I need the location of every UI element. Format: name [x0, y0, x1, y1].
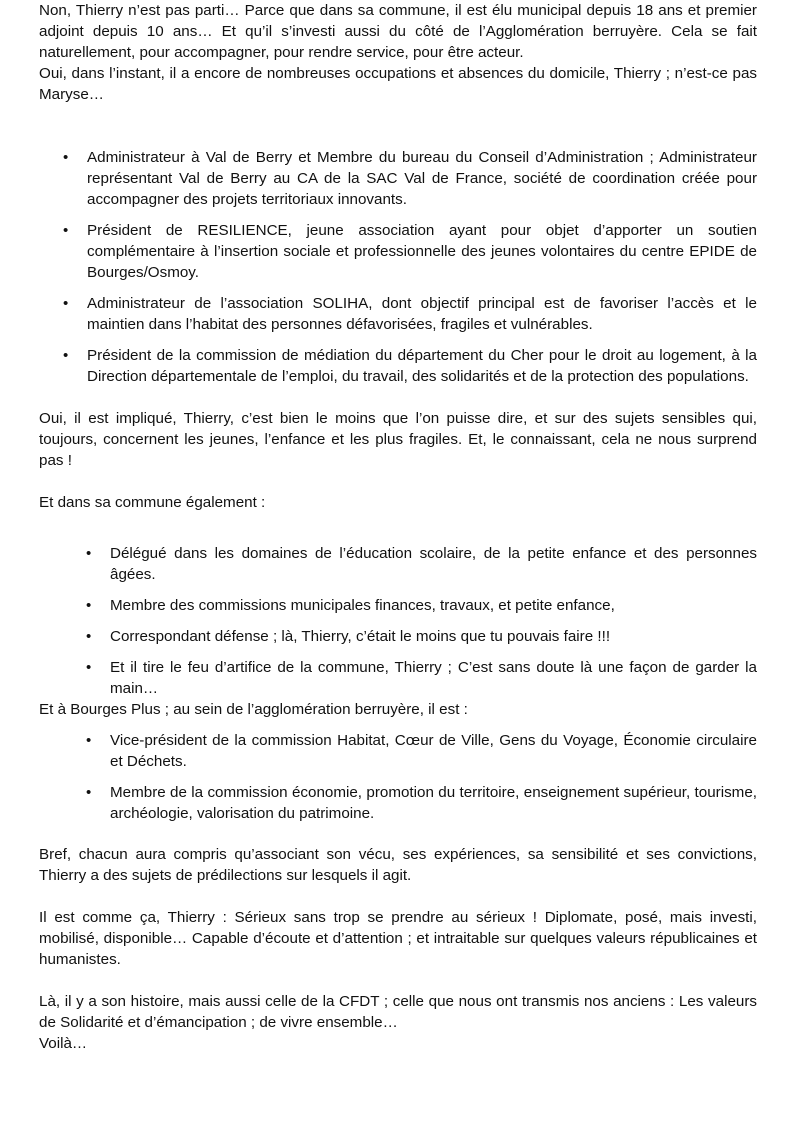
- list-item-text: Et il tire le feu d’artifice de la commune, Thierry ; C’est sans doute là une façon de garder la main…: [110, 659, 757, 697]
- list-item-text: Vice-président de la commission Habitat, Cœur de Ville, Gens du Voyage, Économie circulaire et Déchets.: [110, 732, 757, 770]
- histoire-paragraph: Là, il y a son histoire, mais aussi celle de la CFDT ; celle que nous ont transmis nos anciens : Les valeurs de Solidarité et d’émancipation ; de vivre ensemble…: [39, 993, 757, 1031]
- spacer: [39, 970, 757, 991]
- list-item-text: Administrateur à Val de Berry et Membre du bureau du Conseil d’Administration ; Administrateur représentant Val de Berry au CA de la SAC Val de France, société de coordination créée pour accompagner des projets territoriaux innovants.: [87, 149, 757, 208]
- spacer: [39, 534, 757, 543]
- bullet-icon: •: [86, 545, 92, 562]
- list-item: [39, 147, 757, 210]
- list-item: [39, 730, 757, 772]
- list-item: [39, 345, 757, 387]
- closing-line: Voilà…: [39, 1035, 88, 1052]
- bourges-list: [39, 730, 757, 824]
- bullet-icon: •: [86, 659, 92, 676]
- list-item: [39, 220, 757, 283]
- bullet-icon: •: [63, 149, 69, 166]
- roles-list: [39, 147, 757, 387]
- spacer: [39, 126, 757, 147]
- list-item-text: Président de la commission de médiation du département du Cher pour le droit au logement, à la Direction départementale de l’emploi, du travail, des solidarités et de la protection des populations.: [87, 347, 757, 385]
- bullet-icon: •: [86, 784, 92, 801]
- spacer: [39, 105, 757, 126]
- intro-paragraph-1: Non, Thierry n’est pas parti… Parce que dans sa commune, il est élu municipal depuis 18 ans et premier adjoint depuis 10 ans… Et qu’il s’investi aussi du côté de l’Agglomération berruyère. Cela se fait naturellement, pour accompagner, pour rendre service, pour être acteur.: [39, 2, 757, 61]
- list-item-text: Administrateur de l’association SOLIHA, dont objectif principal est de favoriser l’accès et le maintien dans l’habitat des personnes défavorisées, fragiles et vulnérables.: [87, 295, 757, 333]
- list-item-text: Délégué dans les domaines de l’éducation scolaire, de la petite enfance et des personnes âgées.: [110, 545, 757, 583]
- portrait-paragraph: Il est comme ça, Thierry : Sérieux sans trop se prendre au sérieux ! Diplomate, posé, mais investi, mobilisé, disponible… Capable d’écoute et d’attention ; et intraitable sur quelques valeurs républicaines et humanistes.: [39, 909, 757, 968]
- list-item: [39, 595, 757, 616]
- bullet-icon: •: [86, 732, 92, 749]
- list-item-text: Membre des commissions municipales finances, travaux, et petite enfance,: [110, 597, 615, 614]
- document-page: [39, 0, 757, 1054]
- list-item: [39, 293, 757, 335]
- bourges-intro: Et à Bourges Plus ; au sein de l’agglomération berruyère, il est :: [39, 701, 468, 718]
- bullet-icon: •: [86, 597, 92, 614]
- spacer: [39, 513, 757, 534]
- commune-list: [39, 543, 757, 699]
- bullet-icon: •: [63, 295, 69, 312]
- spacer: [39, 886, 757, 907]
- bref-paragraph: Bref, chacun aura compris qu’associant son vécu, ses expériences, sa sensibilité et ses convictions, Thierry a des sujets de prédilections sur lesquels il agit.: [39, 846, 757, 884]
- spacer: [39, 397, 757, 408]
- bullet-icon: •: [63, 222, 69, 239]
- list-item-text: Correspondant défense ; là, Thierry, c’était le moins que tu pouvais faire !!!: [110, 628, 611, 645]
- implication-paragraph: Oui, il est impliqué, Thierry, c’est bien le moins que l’on puisse dire, et sur des sujets sensibles qui, toujours, concernent les jeunes, l’enfance et les plus fragiles. Et, le connaissant, cela ne nous surprend pas !: [39, 410, 757, 469]
- list-item: [39, 657, 757, 699]
- bullet-icon: •: [86, 628, 92, 645]
- commune-intro: Et dans sa commune également :: [39, 494, 266, 511]
- spacer: [39, 834, 757, 844]
- list-item-text: Président de RESILIENCE, jeune association ayant pour objet d’apporter un soutien complémentaire à l’insertion sociale et professionnelle des jeunes volontaires du centre EPIDE de Bourges/Osmoy.: [87, 222, 757, 281]
- intro-paragraph-2: Oui, dans l’instant, il a encore de nombreuses occupations et absences du domicile, Thierry ; n’est-ce pas Maryse…: [39, 65, 757, 103]
- list-item: [39, 782, 757, 824]
- list-item: [39, 543, 757, 585]
- spacer: [39, 471, 757, 492]
- list-item-text: Membre de la commission économie, promotion du territoire, enseignement supérieur, tourisme, archéologie, valorisation du patrimoine.: [110, 784, 757, 822]
- list-item: [39, 626, 757, 647]
- bullet-icon: •: [63, 347, 69, 364]
